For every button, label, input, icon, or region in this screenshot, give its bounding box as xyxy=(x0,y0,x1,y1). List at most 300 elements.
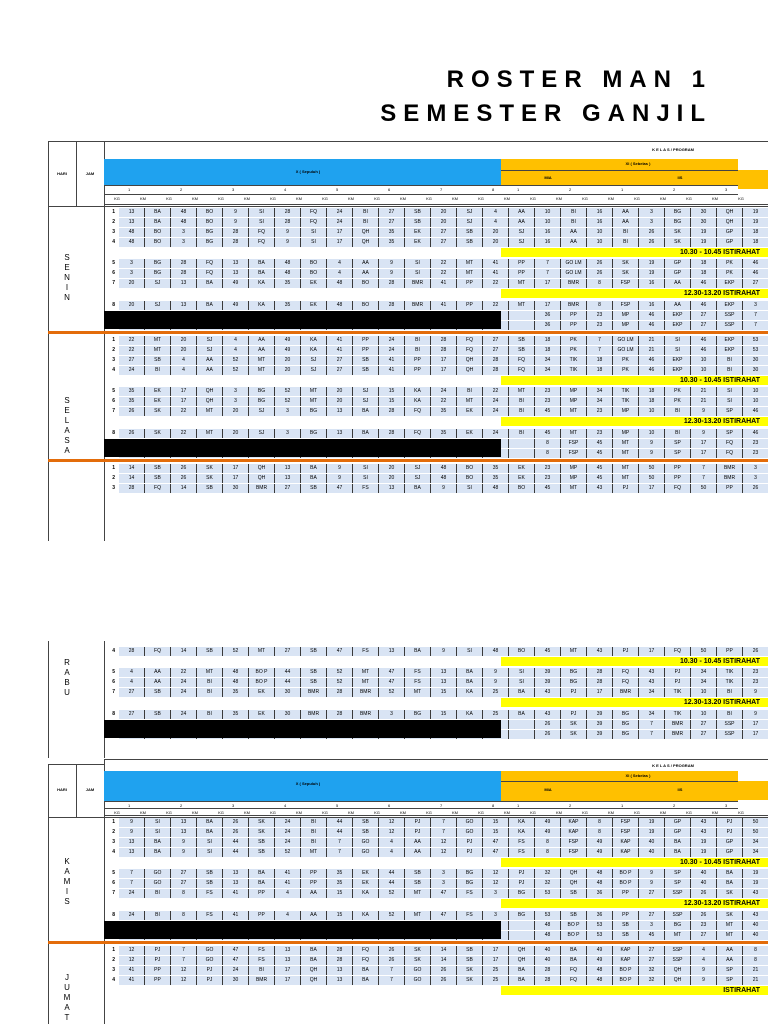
hari-cell xyxy=(48,869,105,878)
km-cell: QH xyxy=(197,387,223,396)
km-cell: SJ xyxy=(301,366,327,375)
km-cell: AA xyxy=(353,269,379,278)
kg-cell: 9 xyxy=(379,259,405,268)
km-cell: PK xyxy=(665,397,691,406)
kg-cell: 26 xyxy=(535,730,561,739)
km-cell: BI xyxy=(249,966,275,975)
kg-cell: 20 xyxy=(379,474,405,483)
kg-cell: 36 xyxy=(587,911,613,920)
kg-cell: 43 xyxy=(587,647,613,656)
kg-cell: 26 xyxy=(535,720,561,729)
km-cell: SI xyxy=(405,269,431,278)
km-header: KM xyxy=(192,810,198,815)
km-cell: MT xyxy=(613,439,639,448)
km-cell: FS xyxy=(197,911,223,920)
hari-cell xyxy=(48,259,105,268)
kg-cell: 48 xyxy=(587,869,613,878)
km-cell: BO P xyxy=(561,921,587,930)
kg-header: KG xyxy=(530,810,536,815)
km-cell: PP xyxy=(405,356,431,365)
km-cell: BA xyxy=(197,818,223,827)
title-line-1: ROSTER MAN 1 xyxy=(446,66,712,93)
kg-header: KG xyxy=(114,810,120,815)
hari-header: HARI xyxy=(57,171,67,176)
km-cell: GO xyxy=(457,828,483,837)
kg-cell: 21 xyxy=(639,346,665,355)
kg-cell: 22 xyxy=(171,407,197,416)
kg-cell: 24 xyxy=(119,911,145,920)
km-header: KM xyxy=(556,810,562,815)
kg-cell: 27 xyxy=(171,869,197,878)
km-cell: BI xyxy=(561,218,587,227)
kg-cell: 19 xyxy=(639,828,665,837)
kg-header: KG xyxy=(478,196,484,201)
table-row xyxy=(48,208,768,217)
km-cell: BG xyxy=(249,397,275,406)
km-cell: BA xyxy=(197,301,223,310)
kg-cell: 22 xyxy=(171,668,197,677)
kg-cell: 44 xyxy=(379,869,405,878)
kg-cell: 13 xyxy=(431,668,457,677)
kg-header: KG xyxy=(374,810,380,815)
km-cell: SB xyxy=(145,474,171,483)
kg-header: KG xyxy=(114,196,120,201)
km-cell: FSP xyxy=(613,828,639,837)
km-cell: BG xyxy=(145,259,171,268)
kg-cell: 20 xyxy=(431,208,457,217)
km-cell: SB xyxy=(353,356,379,365)
jam-cell: 4 xyxy=(112,239,115,245)
mia-number: 1 xyxy=(517,803,520,808)
roster-table-page-3 xyxy=(48,759,768,1024)
km-header: KM xyxy=(556,196,562,201)
table-row xyxy=(48,838,768,847)
hari-cell xyxy=(48,647,105,656)
km-cell: EKP xyxy=(665,321,691,330)
km-cell: AA xyxy=(509,218,535,227)
km-cell: FQ xyxy=(613,668,639,677)
km-cell: SB xyxy=(405,208,431,217)
kg-cell: 27 xyxy=(119,688,145,697)
kg-cell: 47 xyxy=(379,668,405,677)
kg-cell: 14 xyxy=(171,484,197,493)
kg-cell: 15 xyxy=(483,818,509,827)
table-row xyxy=(48,387,768,396)
jam-cell: 8 xyxy=(112,302,115,308)
km-cell: PJ xyxy=(457,848,483,857)
kg-cell: 16 xyxy=(535,238,561,247)
km-cell: GP xyxy=(665,259,691,268)
jam-cell: 3 xyxy=(112,357,115,363)
kg-cell: 41 xyxy=(379,356,405,365)
km-cell: SB xyxy=(353,828,379,837)
kg-cell: 7 xyxy=(587,336,613,345)
kg-cell: 27 xyxy=(691,321,717,330)
day-letter-selasa: S xyxy=(64,436,70,445)
km-cell: BO xyxy=(457,464,483,473)
kg-cell: 43 xyxy=(535,710,561,719)
class-number: 8 xyxy=(492,803,495,808)
jam-cell: 1 xyxy=(112,947,115,953)
kg-cell: 3 xyxy=(171,238,197,247)
kg-cell: 50 xyxy=(743,818,768,827)
kg-cell: 48 xyxy=(275,269,301,278)
kg-cell: 23 xyxy=(691,921,717,930)
kg-header: KG xyxy=(530,196,536,201)
km-header: KM xyxy=(452,196,458,201)
kg-cell: 45 xyxy=(587,464,613,473)
kg-cell: 34 xyxy=(535,366,561,375)
km-cell: MT xyxy=(509,279,535,288)
km-cell: PJ xyxy=(561,710,587,719)
kg-cell: 47 xyxy=(223,946,249,955)
kg-cell: 19 xyxy=(743,869,768,878)
table-row xyxy=(48,366,768,375)
km-cell: EK xyxy=(249,710,275,719)
iis-number: 3 xyxy=(725,803,728,808)
kg-cell: 52 xyxy=(379,911,405,920)
kg-cell: 41 xyxy=(483,269,509,278)
km-cell: BA xyxy=(353,976,379,985)
kg-cell: 45 xyxy=(587,474,613,483)
kg-cell: 30 xyxy=(691,208,717,217)
kg-cell: 46 xyxy=(743,429,768,438)
table-row xyxy=(48,397,768,406)
kg-cell: 15 xyxy=(327,911,353,920)
km-cell: PJ xyxy=(405,818,431,827)
km-cell: SJ xyxy=(509,238,535,247)
km-cell: FQ xyxy=(457,346,483,355)
kg-cell: 9 xyxy=(691,407,717,416)
kg-cell: 24 xyxy=(223,966,249,975)
kg-cell: 20 xyxy=(223,407,249,416)
kg-cell: 3 xyxy=(743,474,768,483)
kg-cell: 19 xyxy=(691,838,717,847)
km-cell: BI xyxy=(145,366,171,375)
kg-cell: 3 xyxy=(223,397,249,406)
km-cell: SB xyxy=(405,869,431,878)
kg-cell: 23 xyxy=(743,668,768,677)
kg-cell: 53 xyxy=(743,336,768,345)
kg-cell: 21 xyxy=(691,397,717,406)
km-cell: KA xyxy=(353,889,379,898)
km-cell: EK xyxy=(457,407,483,416)
kg-cell: 18 xyxy=(691,259,717,268)
kelas-program-label-2: K E L A S / PROGRAM xyxy=(652,763,694,768)
hari-cell xyxy=(48,688,105,697)
kg-cell: 12 xyxy=(119,956,145,965)
km-cell: EK xyxy=(301,301,327,310)
kg-cell: 32 xyxy=(535,869,561,878)
km-cell: KA xyxy=(509,828,535,837)
km-cell: QH xyxy=(301,976,327,985)
km-cell: SB xyxy=(561,889,587,898)
km-cell: PP xyxy=(509,269,535,278)
kg-cell: 20 xyxy=(483,228,509,237)
kg-cell: 25 xyxy=(483,976,509,985)
km-cell: SJ xyxy=(457,218,483,227)
km-cell: AA xyxy=(509,208,535,217)
kg-cell: 4 xyxy=(223,336,249,345)
kg-cell: 52 xyxy=(327,668,353,677)
kg-cell: 35 xyxy=(119,387,145,396)
hari-cell xyxy=(48,279,105,288)
kg-cell: 13 xyxy=(119,838,145,847)
kg-cell: 17 xyxy=(223,464,249,473)
km-cell: BG xyxy=(665,921,691,930)
hari-cell xyxy=(48,238,105,247)
kg-cell: 27 xyxy=(639,956,665,965)
kg-cell: 48 xyxy=(119,228,145,237)
km-cell: MT xyxy=(457,259,483,268)
kg-cell: 40 xyxy=(535,946,561,955)
kg-cell: 26 xyxy=(743,647,768,656)
hari-cell xyxy=(48,966,105,975)
kg-cell: 18 xyxy=(639,387,665,396)
hari-cell xyxy=(48,218,105,227)
kg-cell: 13 xyxy=(275,956,301,965)
kg-cell: 35 xyxy=(483,464,509,473)
x-header-2 xyxy=(104,771,501,801)
kg-cell: 14 xyxy=(119,464,145,473)
day-letter-kamis: K xyxy=(64,857,70,866)
km-cell: BI xyxy=(717,688,743,697)
kg-cell: 40 xyxy=(743,921,768,930)
kg-cell: 27 xyxy=(483,346,509,355)
km-cell: SSP xyxy=(717,311,743,320)
kg-header: KG xyxy=(686,810,692,815)
km-cell: KA xyxy=(301,346,327,355)
day-letter-jumat: J xyxy=(65,973,69,982)
kg-cell: 43 xyxy=(691,818,717,827)
km-cell xyxy=(509,311,535,320)
kg-cell: 17 xyxy=(691,449,717,458)
kg-cell: 20 xyxy=(483,238,509,247)
km-cell: SI xyxy=(509,668,535,677)
km-cell: BG xyxy=(613,710,639,719)
kg-cell: 39 xyxy=(535,668,561,677)
kg-cell: 27 xyxy=(639,889,665,898)
km-cell: AA xyxy=(613,218,639,227)
kg-cell: 50 xyxy=(743,828,768,837)
kg-header: KG xyxy=(582,810,588,815)
kg-cell: 41 xyxy=(223,911,249,920)
kg-cell: 4 xyxy=(691,956,717,965)
kg-cell: 15 xyxy=(379,397,405,406)
kg-cell: 3 xyxy=(119,269,145,278)
km-cell: SB xyxy=(353,818,379,827)
km-cell: EKP xyxy=(717,301,743,310)
kg-cell: 44 xyxy=(223,838,249,847)
kg-cell: 26 xyxy=(119,407,145,416)
km-cell: GO LM xyxy=(561,259,587,268)
kg-cell: 46 xyxy=(691,346,717,355)
kg-cell: 35 xyxy=(223,688,249,697)
km-cell: SK xyxy=(197,474,223,483)
km-cell: BMR xyxy=(301,710,327,719)
km-cell: AA xyxy=(561,228,587,237)
kg-cell: 16 xyxy=(535,228,561,237)
km-cell: SB xyxy=(249,848,275,857)
km-cell: SI xyxy=(665,346,691,355)
km-cell: QH xyxy=(249,474,275,483)
kg-cell: 12 xyxy=(379,828,405,837)
kg-cell: 9 xyxy=(483,668,509,677)
km-cell: SJ xyxy=(249,407,275,416)
km-cell: BMR xyxy=(249,484,275,493)
kg-cell: 28 xyxy=(379,429,405,438)
km-cell: PP xyxy=(717,647,743,656)
kg-cell: 34 xyxy=(587,387,613,396)
km-cell: BG xyxy=(457,869,483,878)
km-cell: BMR xyxy=(353,688,379,697)
kg-cell: 9 xyxy=(223,208,249,217)
kg-cell: 41 xyxy=(379,366,405,375)
km-cell: MT xyxy=(249,356,275,365)
km-cell: BA xyxy=(665,838,691,847)
km-cell: SK xyxy=(405,946,431,955)
table-row xyxy=(48,238,768,247)
break-bar: 10.30 - 10.45 ISTIRAHAT xyxy=(501,376,768,385)
km-cell: BI xyxy=(509,397,535,406)
kg-cell: 41 xyxy=(223,889,249,898)
km-cell: BO xyxy=(353,301,379,310)
mia-number: 2 xyxy=(569,187,572,192)
jam-cell: 6 xyxy=(112,270,115,276)
km-cell: SK xyxy=(457,966,483,975)
km-cell: FS xyxy=(249,946,275,955)
km-cell: BA xyxy=(145,208,171,217)
km-cell: FS xyxy=(249,956,275,965)
kg-cell: 10 xyxy=(639,429,665,438)
kg-cell: 19 xyxy=(691,848,717,857)
km-cell: AA xyxy=(665,279,691,288)
km-header: KM xyxy=(296,810,302,815)
table-row xyxy=(48,879,768,888)
km-cell: AA xyxy=(301,889,327,898)
table-row xyxy=(48,668,768,677)
km-cell: BO xyxy=(509,484,535,493)
kg-cell: 7 xyxy=(743,311,768,320)
kg-cell: 41 xyxy=(431,279,457,288)
km-cell: SP xyxy=(665,439,691,448)
kg-cell: 48 xyxy=(483,484,509,493)
kg-cell: 7 xyxy=(691,474,717,483)
kg-cell: 13 xyxy=(327,976,353,985)
kg-cell: 8 xyxy=(587,301,613,310)
km-cell: BMR xyxy=(249,976,275,985)
hari-cell xyxy=(48,848,105,857)
km-cell: SK xyxy=(561,730,587,739)
kg-cell: 40 xyxy=(639,848,665,857)
km-cell: TIK xyxy=(561,356,587,365)
kg-header: KG xyxy=(374,196,380,201)
km-cell: QH xyxy=(353,238,379,247)
kg-cell: 4 xyxy=(119,668,145,677)
km-cell: PK xyxy=(561,336,587,345)
kg-cell: 23 xyxy=(743,449,768,458)
kg-cell: 9 xyxy=(379,269,405,278)
kg-cell: 26 xyxy=(587,259,613,268)
kg-cell: 9 xyxy=(431,484,457,493)
kg-cell: 14 xyxy=(119,474,145,483)
km-cell: GO xyxy=(405,976,431,985)
km-cell: TIK xyxy=(665,688,691,697)
kg-cell: 26 xyxy=(691,889,717,898)
kg-cell: 47 xyxy=(379,678,405,687)
kg-cell: 24 xyxy=(483,407,509,416)
kg-cell: 17 xyxy=(483,946,509,955)
table-row xyxy=(48,966,768,975)
km-cell: BI xyxy=(301,838,327,847)
km-cell: FQ xyxy=(145,647,171,656)
km-cell: EK xyxy=(405,228,431,237)
day-letter-rabu: B xyxy=(64,678,70,687)
mia-label-2: MIA xyxy=(544,787,552,792)
kg-cell: 20 xyxy=(223,429,249,438)
km-cell: SB xyxy=(457,228,483,237)
kg-cell: 48 xyxy=(275,259,301,268)
kg-cell: 28 xyxy=(431,336,457,345)
km-cell: PP xyxy=(249,889,275,898)
kg-cell: 35 xyxy=(275,301,301,310)
kg-cell: 8 xyxy=(587,828,613,837)
kg-cell: 18 xyxy=(743,228,768,237)
kg-cell: 12 xyxy=(431,848,457,857)
kg-cell: 13 xyxy=(223,879,249,888)
km-cell: MT xyxy=(665,931,691,940)
hari-cell xyxy=(48,474,105,483)
km-cell: BA xyxy=(301,946,327,955)
km-cell: BI xyxy=(509,429,535,438)
km-cell: PK xyxy=(613,366,639,375)
kg-cell: 4 xyxy=(275,911,301,920)
kg-cell: 22 xyxy=(431,397,457,406)
kg-cell: 26 xyxy=(223,828,249,837)
class-number: 8 xyxy=(492,187,495,192)
kg-cell: 17 xyxy=(535,301,561,310)
kg-cell: 53 xyxy=(743,346,768,355)
kg-cell: 34 xyxy=(743,848,768,857)
kg-cell: 4 xyxy=(379,848,405,857)
kg-header: KG xyxy=(738,810,744,815)
km-cell: MT xyxy=(197,668,223,677)
class-number: 1 xyxy=(128,187,131,192)
km-cell: BO P xyxy=(613,976,639,985)
kg-cell: 36 xyxy=(587,889,613,898)
kg-cell: 26 xyxy=(223,818,249,827)
kg-cell: 9 xyxy=(691,976,717,985)
kg-cell: 18 xyxy=(587,356,613,365)
km-cell: MT xyxy=(717,931,743,940)
km-cell: BI xyxy=(665,407,691,416)
kg-cell: 43 xyxy=(691,828,717,837)
km-cell: MT xyxy=(405,889,431,898)
km-cell: PJ xyxy=(509,879,535,888)
kg-cell: 45 xyxy=(639,931,665,940)
kg-cell: 22 xyxy=(119,336,145,345)
kg-cell: 49 xyxy=(587,848,613,857)
km-cell: SK xyxy=(197,464,223,473)
kg-cell: 19 xyxy=(691,238,717,247)
km-header: KM xyxy=(504,810,510,815)
kg-cell: 7 xyxy=(379,966,405,975)
km-cell: GP xyxy=(717,838,743,847)
kg-cell: 46 xyxy=(743,407,768,416)
hari-cell xyxy=(48,208,105,217)
jam-cell: 4 xyxy=(112,977,115,983)
km-cell: FS xyxy=(509,838,535,847)
